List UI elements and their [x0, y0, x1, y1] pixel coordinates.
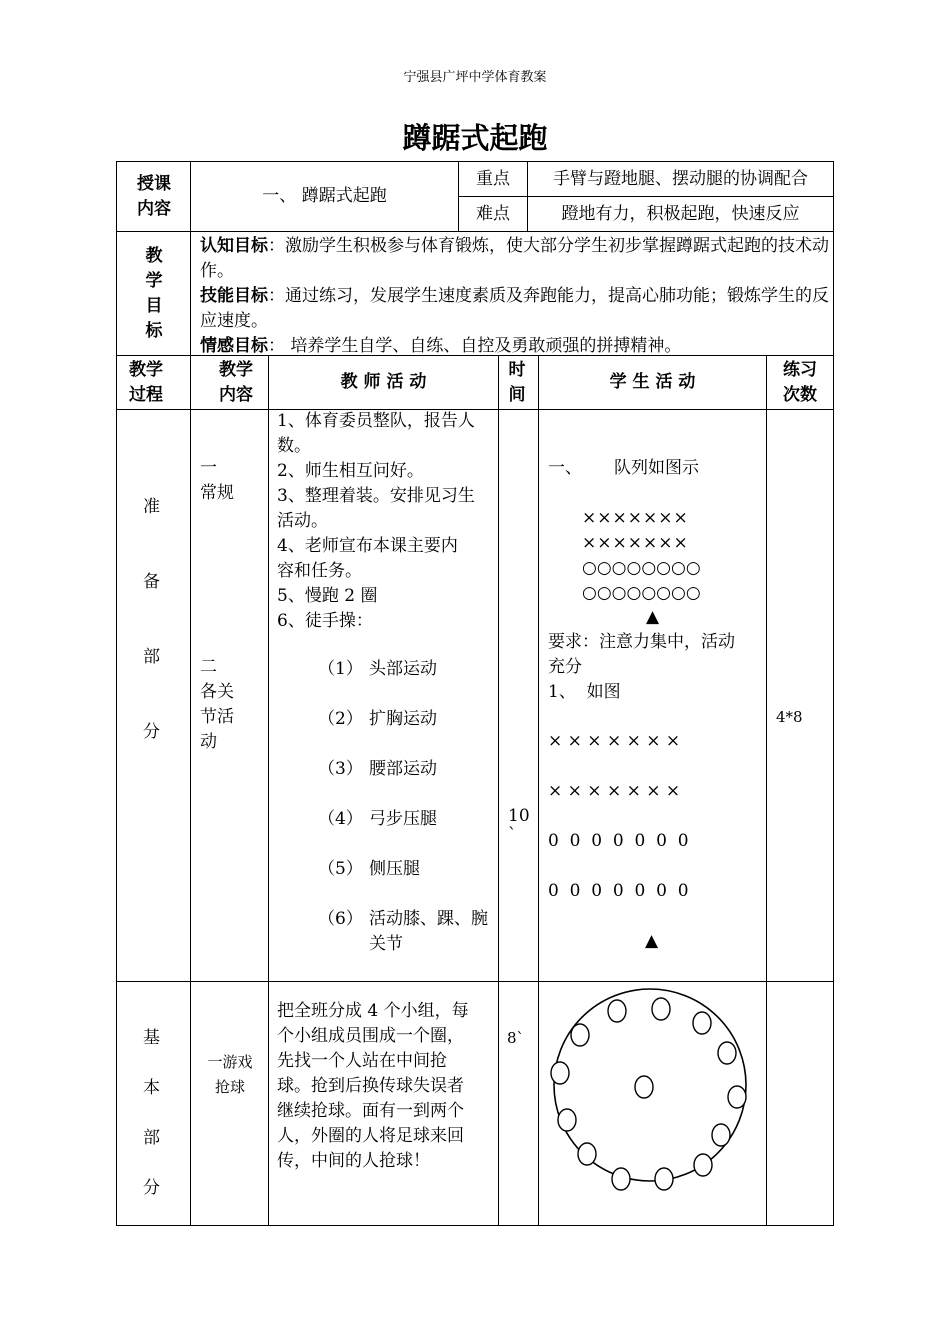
exercise-name: 腰部运动: [369, 759, 437, 779]
content-line: 节活: [200, 707, 234, 727]
prep-process: [143, 495, 163, 745]
col-header-practice-line: 次数: [783, 384, 817, 405]
exercise-item: [318, 857, 498, 907]
objectives-label-line: 标: [145, 320, 163, 341]
content-line: 一: [200, 458, 217, 478]
objectives-text: [200, 234, 830, 359]
objectives-label-line: 学: [145, 270, 163, 291]
formation-row-crosses: ×××××××: [582, 533, 689, 553]
basic-process-char: 部: [143, 1128, 160, 1148]
prep-content-routine: [200, 456, 266, 506]
exercise-list: [318, 657, 498, 957]
col-header-time-line: 间: [508, 384, 526, 405]
exercise-name: 头部运动: [369, 659, 437, 679]
col-header-practice: [776, 356, 824, 409]
teacher-line: 人，外圈的人将足球来回: [277, 1126, 464, 1146]
col-header-content: [212, 356, 260, 409]
player-marker: [652, 998, 670, 1020]
prep-time-mark: `: [508, 825, 517, 845]
prep-practice-count: 4*8: [776, 708, 803, 726]
divider: [268, 355, 269, 1226]
content-line: 常规: [200, 483, 234, 503]
skill-label: 技能目标: [200, 286, 268, 306]
divider: [190, 355, 191, 1226]
teacher-line: 活动。: [277, 511, 328, 531]
difficulty-label: 难点: [476, 203, 510, 224]
teacher-line: 6、徒手操：: [277, 611, 373, 631]
cognitive-text: ：激励学生积极参与体育锻炼，使大部分学生初步掌握蹲踞式起跑的技术动作。: [200, 236, 829, 281]
player-marker: [694, 1154, 712, 1176]
exercise-name: 侧压腿: [369, 859, 420, 879]
prep-time-value: 10: [508, 806, 530, 826]
basic-time: 8`: [507, 1029, 525, 1047]
basic-process: [143, 1026, 163, 1201]
exercise-item: [318, 657, 498, 707]
exercise-item: [318, 707, 498, 757]
teacher-line: 把全班分成 4 个小组，每: [277, 1001, 469, 1021]
basic-content: [192, 1050, 268, 1100]
exercise-num: （6）: [318, 909, 363, 929]
exercise-item-cont: 关节: [369, 934, 403, 954]
emotion-text: ： 培养学生自学、自练、自控及勇敢顽强的拼搏精神。: [268, 336, 682, 356]
teacher-triangle-icon: ▲: [645, 931, 659, 951]
basic-process-char: 本: [143, 1078, 160, 1098]
teacher-line: 4、老师宣布本课主要内: [277, 536, 458, 556]
table-border-left: [116, 161, 117, 1226]
objectives-label: [141, 232, 167, 355]
col-header-student: 学 生 活 动: [609, 372, 696, 392]
basic-teacher-activities: [277, 999, 497, 1174]
formation-row-zeros: 0 0 0 0 0 0 0: [548, 831, 689, 851]
exercise-num: （2）: [318, 709, 363, 729]
player-marker: [693, 1012, 711, 1034]
divider: [766, 355, 767, 1226]
prep-process-char: 备: [143, 572, 160, 592]
exercise-name: 弓步压腿: [369, 809, 437, 829]
content-line: 抢球: [214, 1078, 245, 1096]
col-header-process-line: 过程: [129, 384, 163, 405]
course-label-lines: [137, 172, 171, 222]
table-border-bottom: [116, 1225, 834, 1226]
teacher-line: 数。: [277, 436, 311, 456]
basic-process-char: 分: [143, 1178, 160, 1198]
center-player-marker: [635, 1076, 653, 1098]
formation-intro: [548, 456, 763, 481]
divider: [498, 355, 499, 1226]
requirement-line: 充分: [548, 657, 582, 677]
player-marker: [608, 1000, 626, 1022]
divider: [116, 231, 834, 232]
formation-diagram-2: [548, 729, 763, 929]
player-marker: [578, 1143, 596, 1165]
player-marker: [718, 1042, 736, 1064]
content-line: 动: [200, 732, 217, 752]
col-header-process-line: 教学: [129, 359, 163, 380]
circle-game-diagram: [539, 982, 766, 1225]
teacher-line: 3、整理着装。安排见习生: [277, 486, 475, 506]
prep-time: [508, 804, 536, 845]
col-header-process: [122, 356, 170, 409]
prep-process-char: 准: [143, 497, 160, 517]
prep-teacher-activities: [277, 409, 497, 634]
difficulty-value: 蹬地有力，积极起跑，快速反应: [561, 203, 800, 224]
col-header-time: [505, 356, 529, 409]
player-marker: [612, 1168, 630, 1190]
table-border-right: [833, 161, 834, 1226]
teacher-triangle-icon: ▲: [646, 607, 660, 627]
teacher-line: 球。抢到后换传球失误者: [277, 1076, 464, 1096]
player-marker: [558, 1109, 576, 1131]
key-point-label: 重点: [476, 168, 510, 189]
course-label: [130, 162, 178, 231]
teacher-line: 容和任务。: [277, 561, 362, 581]
formation-row-crosses: × × × × × × ×: [548, 781, 681, 801]
exercise-item: [318, 807, 498, 857]
formation-row-circles: ○○○○○○○○: [582, 583, 701, 603]
objectives-label-lines: [146, 244, 163, 344]
col-header-process-lines: [129, 358, 163, 408]
exercise-num: （5）: [318, 859, 363, 879]
player-marker: [728, 1086, 746, 1108]
formation-intro-num: 一、: [548, 458, 582, 478]
col-header-time-lines: [509, 358, 526, 408]
skill-text: ：通过练习，发展学生速度素质及奔跑能力，提高心肺功能；锻炼学生的反应速度。: [200, 286, 829, 331]
exercise-name: 扩胸运动: [369, 709, 437, 729]
col-header-content-lines: [219, 358, 253, 408]
exercise-item: [318, 907, 498, 932]
basic-process-char: 基: [143, 1028, 160, 1048]
skill-objective: [200, 284, 830, 334]
formation-row-circles: ○○○○○○○○: [582, 558, 701, 578]
col-header-time-line: 时: [508, 359, 526, 380]
col-header-practice-line: 练习: [783, 359, 817, 380]
teacher-line: 2、师生相互问好。: [277, 461, 424, 481]
course-label-line: 内容: [137, 198, 171, 219]
prep-content-joints: [200, 655, 266, 755]
objectives-label-line: 教: [145, 245, 163, 266]
player-marker: [655, 1168, 673, 1190]
exercise-item: [318, 757, 498, 807]
teacher-line: 5、慢跑 2 圈: [277, 586, 378, 606]
teacher-line: 继续抢球。面有一到两个: [277, 1101, 464, 1121]
cognitive-objective: [200, 234, 830, 284]
teacher-line: 先找一个人站在中间抢: [277, 1051, 447, 1071]
teacher-line: 1、体育委员整队，报告人: [277, 411, 475, 431]
prep-process-char: 分: [143, 722, 160, 742]
as-shown-label: 1、 如图: [548, 682, 621, 702]
prep-process-char: 部: [143, 647, 160, 667]
player-marker: [712, 1124, 730, 1146]
student-requirement: [548, 630, 763, 705]
teacher-line: 个小组成员围成一个圈，: [277, 1026, 464, 1046]
formation-intro-text: 队列如图示: [614, 458, 699, 478]
formation-diagram-1: [582, 506, 762, 606]
cognitive-label: 认知目标: [200, 236, 268, 256]
col-header-content-line: 内容: [219, 384, 253, 405]
course-label-line: 授课: [137, 173, 171, 194]
content-line: 一游戏: [207, 1053, 253, 1071]
key-point-value: 手臂与蹬地腿、摆动腿的协调配合: [553, 168, 808, 189]
exercise-num: （4）: [318, 809, 363, 829]
formation-row-crosses: × × × × × × ×: [548, 731, 681, 751]
formation-row-crosses: ×××××××: [582, 508, 689, 528]
objectives-label-line: 目: [145, 295, 163, 316]
col-header-teacher: 教 师 活 动: [340, 372, 427, 392]
content-line: 各关: [200, 682, 234, 702]
player-marker: [571, 1024, 589, 1046]
course-content: 一、 蹲踞式起跑: [262, 186, 387, 206]
emotion-label: 情感目标: [200, 336, 268, 356]
exercise-num: （3）: [318, 759, 363, 779]
requirement-line: 要求：注意力集中，活动: [548, 632, 735, 652]
page-title: 蹲踞式起跑: [402, 121, 548, 155]
col-header-practice-lines: [783, 358, 817, 408]
exercise-num: （1）: [318, 659, 363, 679]
player-marker: [551, 1062, 569, 1084]
formation-row-zeros: 0 0 0 0 0 0 0: [548, 881, 689, 901]
page-header: 宁强县广坪中学体育教案: [403, 70, 547, 85]
teacher-line: 传，中间的人抢球！: [277, 1151, 430, 1171]
exercise-name: 活动膝、踝、腕: [369, 909, 488, 929]
col-header-content-line: 教学: [219, 359, 253, 380]
content-line: 二: [200, 657, 217, 677]
